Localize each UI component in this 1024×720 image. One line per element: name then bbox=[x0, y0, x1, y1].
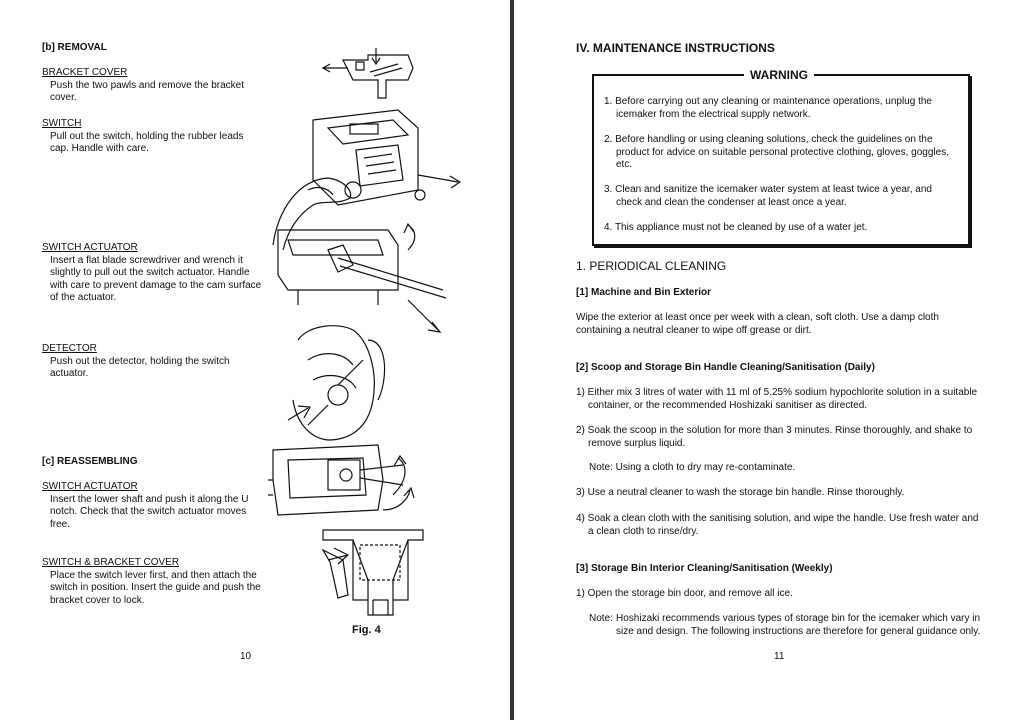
bin-note-text: Hoshizaki recommends various types of storage bin for the icemaker which vary in size and design. The following instructions are therefore for general guidance only. bbox=[616, 613, 981, 637]
page-number-left: 10 bbox=[240, 651, 252, 662]
assembly-figure bbox=[268, 40, 468, 630]
warning-title: WARNING bbox=[744, 68, 814, 82]
switch-bracket-text: Place the switch lever first, and then attach the switch in position. Insert the guide and push the bracket cover to lock. bbox=[50, 569, 261, 606]
machine-bin-text: Wipe the exterior at least once per week with a clean, soft cloth. Use a damp cloth containing a neutral cleaner to wipe off grease or dirt. bbox=[576, 312, 939, 336]
re-switch-actuator-text: Insert the lower shaft and push it along the U notch. Check that the switch actuator moves free. bbox=[50, 493, 249, 530]
bracket-cover-title: BRACKET COVER bbox=[42, 67, 128, 78]
switch-bracket-title: SWITCH & BRACKET COVER bbox=[42, 557, 180, 568]
switch-housing bbox=[273, 110, 460, 250]
detector-text: Push out the detector, holding the switch actuator. bbox=[50, 355, 230, 379]
switch-title: SWITCH bbox=[42, 118, 82, 129]
re-switch-actuator-section bbox=[42, 481, 264, 531]
right-page bbox=[514, 0, 1024, 720]
reassembling-heading: [c] REASSEMBLING bbox=[42, 456, 138, 467]
section-title: IV. MAINTENANCE INSTRUCTIONS bbox=[576, 41, 775, 55]
page-number-right: 11 bbox=[774, 651, 785, 662]
scoop-note: Note: Using a cloth to dry may re-contaminate. bbox=[589, 462, 796, 473]
detector-section bbox=[42, 343, 264, 381]
scoop-step: 3) Use a neutral cleaner to wash the storage bin handle. Rinse thoroughly. bbox=[576, 487, 905, 498]
warning-item: 4. This appliance must not be cleaned by use of a water jet. bbox=[604, 222, 868, 233]
switch-text: Pull out the switch, holding the rubber leads cap. Handle with care. bbox=[50, 130, 244, 154]
machine-bin-heading: [1] Machine and Bin Exterior bbox=[576, 287, 712, 298]
switch-actuator-text: Insert a flat blade screwdriver and wrench it slightly to pull out the switch actuator. Handle with care to prevent damage to the cam surface of the actuator. bbox=[50, 254, 262, 303]
bracket-cover-section bbox=[42, 67, 264, 105]
warning-item: 2. Before handling or using cleaning solutions, check the guidelines on the product for advice on suitable personal protective clothing, gloves, goggles, etc. bbox=[604, 134, 949, 170]
left-page bbox=[0, 0, 510, 720]
switch-bracket-section bbox=[42, 557, 264, 607]
detector-detail bbox=[288, 326, 385, 440]
re-switch-actuator-title: SWITCH ACTUATOR bbox=[42, 481, 138, 492]
scoop-step: 2) Soak the scoop in the solution for more than 3 minutes. Rinse thoroughly, and shake to remove surplus liquid. bbox=[576, 425, 973, 449]
switch-actuator-section bbox=[42, 242, 264, 305]
actuator-detail bbox=[278, 224, 446, 332]
periodical-cleaning-title: 1. PERIODICAL CLEANING bbox=[576, 259, 727, 273]
bin-note bbox=[589, 613, 986, 638]
figure-caption: Fig. 4 bbox=[352, 624, 381, 636]
cross-section-detail bbox=[323, 530, 423, 615]
reassembly-detail bbox=[268, 445, 414, 515]
bin-step: 1) Open the storage bin door, and remove all ice. bbox=[576, 588, 793, 599]
switch-actuator-title: SWITCH ACTUATOR bbox=[42, 242, 138, 253]
bin-note-label: Note: bbox=[589, 613, 613, 624]
scoop-heading: [2] Scoop and Storage Bin Handle Cleaning/Sanitisation (Daily) bbox=[576, 362, 875, 373]
switch-section bbox=[42, 118, 264, 156]
scoop-step: 1) Either mix 3 litres of water with 11 ml of 5.25% sodium hypochlorite solution in a suitable container, or the recommended Hoshizaki sanitiser as directed. bbox=[576, 387, 978, 411]
bracket-detail bbox=[323, 48, 413, 98]
bin-interior-heading: [3] Storage Bin Interior Cleaning/Sanitisation (Weekly) bbox=[576, 563, 833, 574]
bracket-cover-text: Push the two pawls and remove the bracket cover. bbox=[50, 79, 244, 103]
warning-item: 3. Clean and sanitize the icemaker water system at least twice a year, and check and clean the condenser at least once a year. bbox=[604, 184, 932, 208]
removal-heading: [b] REMOVAL bbox=[42, 42, 107, 53]
warning-item: 1. Before carrying out any cleaning or maintenance operations, unplug the icemaker from the electrical supply network. bbox=[604, 96, 932, 120]
detector-title: DETECTOR bbox=[42, 343, 97, 354]
scoop-step: 4) Soak a clean cloth with the sanitising solution, and wipe the handle. Use fresh water and a clean cloth to rinse/dry. bbox=[576, 513, 979, 537]
